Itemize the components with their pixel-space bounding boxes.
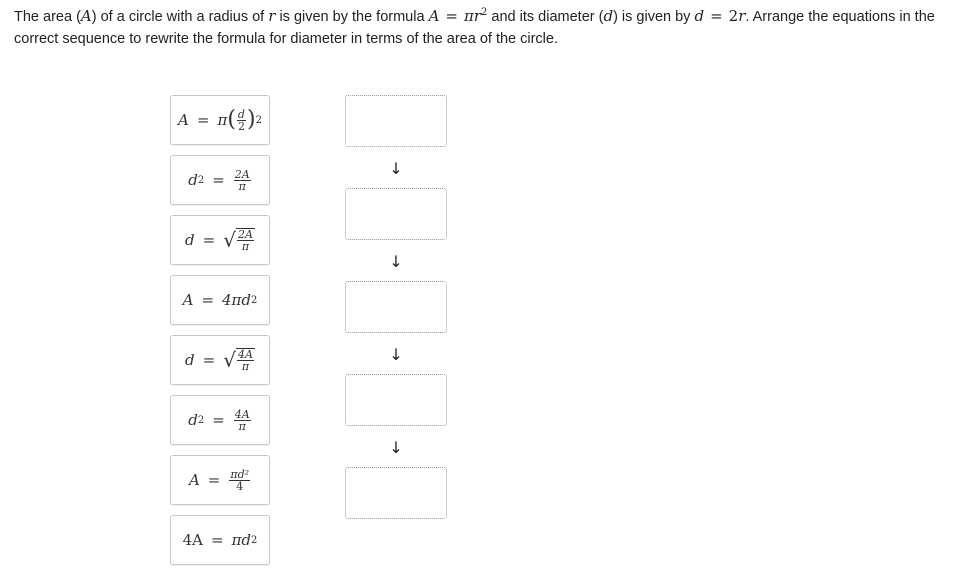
down-arrow-icon: ↓ xyxy=(389,345,403,364)
down-arrow-icon: ↓ xyxy=(389,438,403,457)
equation-tile-5[interactable]: d = √ $\frac{4A}{\pi}$ xyxy=(170,335,270,385)
equation-tile-2[interactable]: d 2 = $\frac{2A}{\pi}$ xyxy=(170,155,270,205)
down-arrow-icon: ↓ xyxy=(389,159,403,178)
formula-diameter: d = 2r xyxy=(694,7,746,25)
drop-slot-5[interactable] xyxy=(345,467,447,519)
equation-tile-6[interactable]: d 2 = $\frac{4A}{\pi}$ xyxy=(170,395,270,445)
prompt-text-5: ) is given by xyxy=(613,9,695,25)
prompt-text-2: ) of a circle with a radius of xyxy=(91,9,269,25)
equation-tile-3[interactable]: d = √ $\frac{2A}{\pi}$ xyxy=(170,215,270,265)
prompt-var-a: A xyxy=(80,7,92,25)
formula-area: $A = \pi r^2$ xyxy=(428,7,488,25)
prompt-text-1: The area ( xyxy=(14,9,81,25)
drop-slot-4[interactable] xyxy=(345,374,447,426)
prompt-text-6: . Arrange the equations in the correct sequence to rewrite the formula for diameter in terms of the area of the circle. xyxy=(14,9,935,47)
equation-tile-1[interactable]: A = π ( $\frac{d}{2}$ ) 2 xyxy=(170,95,270,145)
equation-tile-8[interactable]: 4A = πd 2 xyxy=(170,515,270,565)
equation-tile-4[interactable]: A = 4πd 2 xyxy=(170,275,270,325)
drop-slot-3[interactable] xyxy=(345,281,447,333)
prompt-text-4: and its diameter ( xyxy=(487,9,604,25)
equation-tile-7[interactable]: A = $\frac{\text{πd²}}{4}$ xyxy=(170,455,270,505)
question-prompt xyxy=(14,2,964,50)
down-arrow-icon: ↓ xyxy=(389,252,403,271)
prompt-var-r: r xyxy=(268,7,276,25)
drop-slot-1[interactable] xyxy=(345,95,447,147)
prompt-text-3: is given by the formula xyxy=(275,9,429,25)
prompt-var-d: d xyxy=(603,7,614,25)
drop-slot-2[interactable] xyxy=(345,188,447,240)
tile-8-lhs: 4A xyxy=(182,531,203,549)
